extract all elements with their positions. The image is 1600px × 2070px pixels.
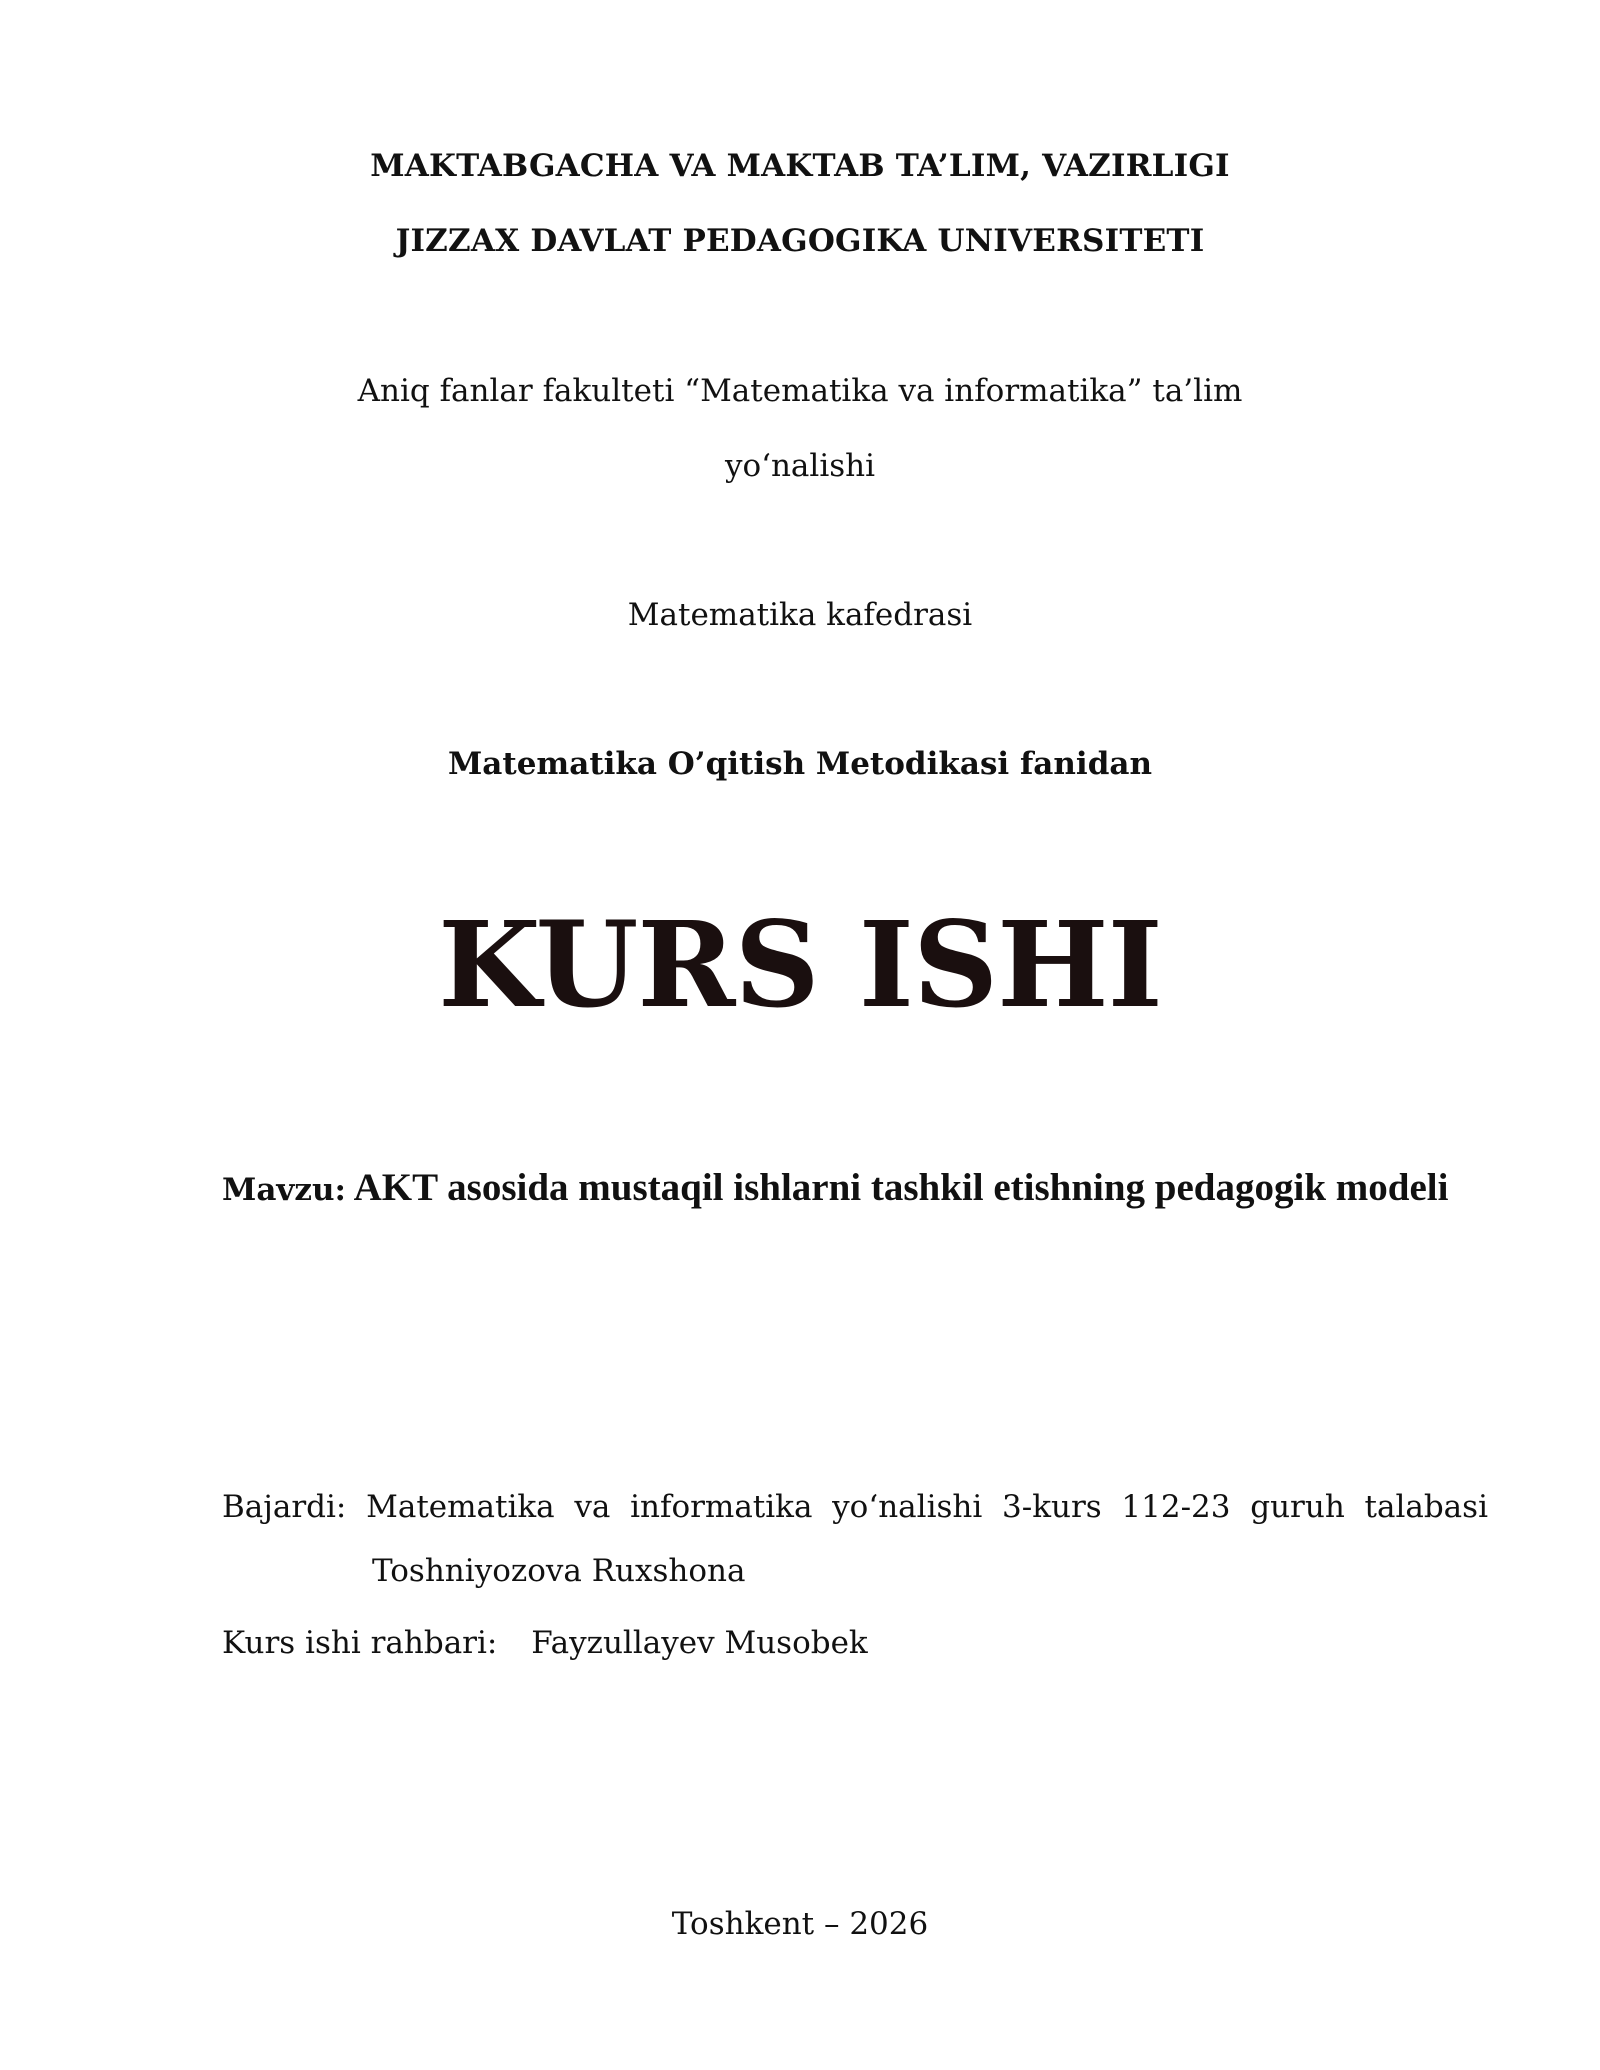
- ministry-name: MAKTABGACHA VA MAKTAB TA’LIM, VAZIRLIGI: [370, 148, 1230, 184]
- performer-word: 3-kurs: [1002, 1489, 1102, 1525]
- topic-text: AKT asosida mustaqil ishlarni tashkil etishning pedagogik modeli: [353, 1166, 1449, 1209]
- performer-label: Bajardi:: [222, 1489, 347, 1525]
- supervisor-block: [222, 1625, 868, 1661]
- performer-word: Matematika: [366, 1489, 555, 1525]
- supervisor-name: Fayzullayev Musobek: [531, 1625, 868, 1661]
- performer-name: Toshniyozova Ruxshona: [372, 1553, 746, 1589]
- performer-word: va: [574, 1489, 611, 1525]
- performer-word: 112-23: [1121, 1489, 1231, 1525]
- performer-word: guruh: [1250, 1489, 1345, 1525]
- city-year: Toshkent – 2026: [671, 1906, 929, 1942]
- performer-block: [222, 1475, 1488, 1603]
- subject-name: Matematika O’qitish Metodikasi fanidan: [447, 746, 1153, 782]
- document-title: KURS ISHI: [438, 895, 1162, 1034]
- performer-row: [222, 1475, 1488, 1539]
- topic-label: Mavzu:: [222, 1172, 346, 1208]
- performer-word: talabasi: [1364, 1489, 1488, 1525]
- supervisor-label: Kurs ishi rahbari:: [222, 1625, 498, 1661]
- faculty-line-2: yo‘nalishi: [724, 448, 876, 484]
- university-name: JIZZAX DAVLAT PEDAGOGIKA UNIVERSITETI: [395, 223, 1205, 259]
- performer-word: yo‘nalishi: [832, 1489, 983, 1525]
- faculty-line-1: Aniq fanlar fakulteti “Matematika va informatika” ta’lim: [357, 373, 1243, 409]
- department-name: Matematika kafedrasi: [627, 597, 973, 633]
- topic-block: [222, 1160, 1488, 1218]
- performer-word: informatika: [630, 1489, 813, 1525]
